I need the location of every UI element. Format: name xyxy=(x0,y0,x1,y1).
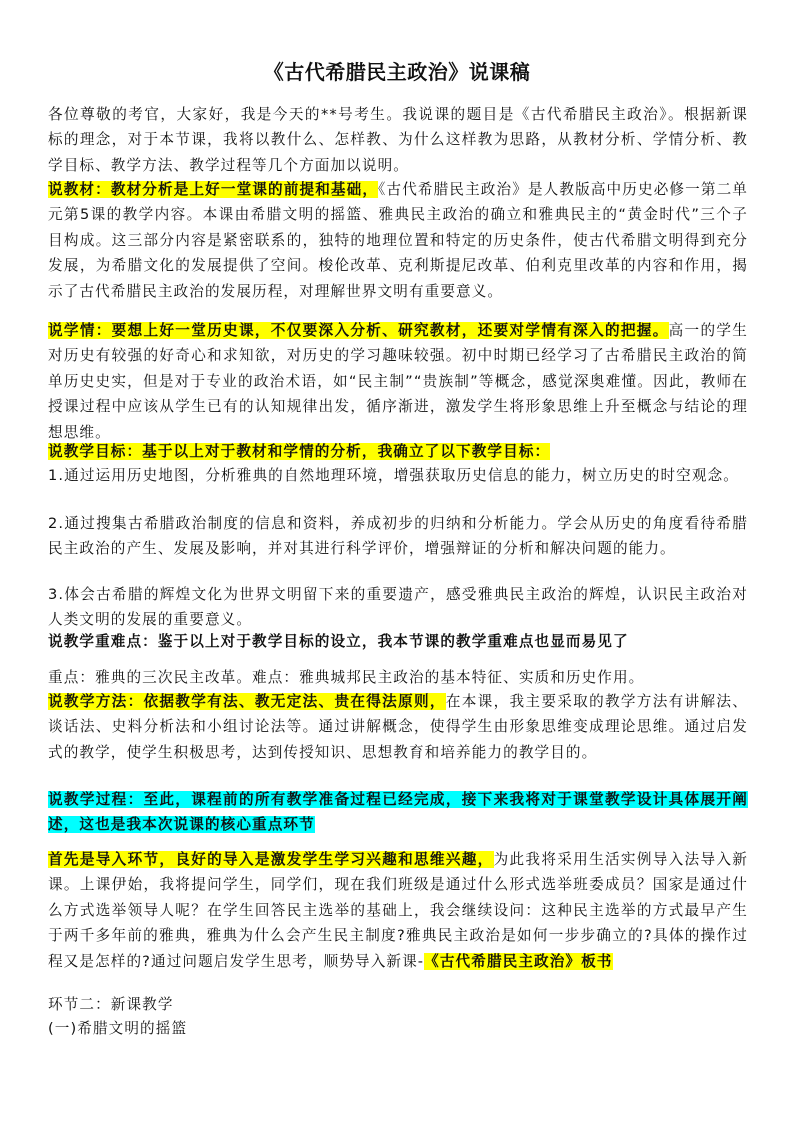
process-heading: 说教学过程：至此，课程前的所有教学准备过程已经完成，接下来我将对于课堂教学设计具体展开阐述，这也是我本次说课的核心重点环节 xyxy=(48,791,748,834)
methods-section xyxy=(48,689,748,765)
students-body: 高一的学生对历史有较强的好奇心和求知欲，对历史的学习趣味较强。初中时期已经学习了古希腊民主政治的简单历史史实，但是对于专业的政治术语，如“民主制”“贵族制”等概念，感觉深奥难懂。因此，教师在授课过程中应该从学生已有的认知规律出发，循序渐进，激发学生将形象思维上升至概念与结论的理想思维。 xyxy=(48,322,748,441)
intro-text: 各位尊敬的考官，大家好，我是今天的**号考生。我说课的题目是《古代希腊民主政治》。根据新课标的理念，对于本节课，我将以教什么、怎样教、为什么这样教为思路，从教材分析、学情分析、教学目标、教学方法、教学过程等几个方面加以说明。 xyxy=(48,106,748,174)
students-heading: 说学情：要想上好一堂历史课，不仅要深入分析、研究教材，还要对学情有深入的把握。 xyxy=(48,322,669,339)
goal-item xyxy=(48,582,748,633)
difficulty-body-line xyxy=(48,665,748,690)
step2-subheading: (一)希腊文明的摇篮 xyxy=(48,1020,188,1037)
step2-line xyxy=(48,992,748,1017)
textbook-heading: 说教材：教材分析是上好一堂课的前提和基础， xyxy=(48,181,379,198)
intro-step-heading: 首先是导入环节，良好的导入是激发学生学习兴趣和思维兴趣， xyxy=(48,851,494,868)
difficulty-body: 重点：雅典的三次民主改革。难点：雅典城邦民主政治的基本特征、实质和历史作用。 xyxy=(48,669,645,686)
process-section xyxy=(48,787,748,838)
goal-item-2: 2.通过搜集古希腊政治制度的信息和资料，养成初步的归纳和分析能力。学会从历史的角度看待希腊民主政治的产生、发展及影响，并对其进行科学评价，增强辩证的分析和解决问题的能力。 xyxy=(48,515,748,558)
difficulty-heading: 说教学重难点：鉴于以上对于教学目标的设立，我本节课的教学重难点也显而易见了 xyxy=(48,633,629,650)
intro-step-section xyxy=(48,847,748,974)
intro-paragraph xyxy=(48,102,748,178)
goal-item xyxy=(48,511,748,562)
difficulty-heading-line xyxy=(48,629,748,654)
goals-heading: 说教学目标：基于以上对于教材和学情的分析，我确立了以下教学目标： xyxy=(48,443,551,460)
textbook-body: 《古代希腊民主政治》是人教版高中历史必修一第二单元第5课的教学内容。本课由希腊文明的摇篮、雅典民主政治的确立和雅典民主的“黄金时代”三个子目构成。这三部分内容是紧密联系的，独特的地理位置和特定的历史条件，使古代希腊文明得到充分发展，为希腊文化的发展提供了空间。梭伦改革、克利斯提尼改革、伯利克里改革的内容和作用，揭示了古代希腊民主政治的发展历程，对理解世界文明有重要意义。 xyxy=(48,181,748,300)
goal-item-1: 1.通过运用历史地图，分析雅典的自然地理环境，增强获取历史信息的能力，树立历史的时空观念。 xyxy=(48,467,739,484)
textbook-section xyxy=(48,177,748,304)
step2-sub-line xyxy=(48,1016,748,1041)
board-title: 《古代希腊民主政治》板书 xyxy=(424,952,613,970)
students-section xyxy=(48,318,748,445)
intro-step-body: 为此我将采用生活实例导入法导入新课。上课伊始，我将提问学生，同学们，现在我们班级是通过什么形式选举班委成员？国家是通过什么方式选举领导人呢？在学生回答民主选举的基础上，我会继续设问：这种民主选举的方式最早产生于两千多年前的雅典，雅典为什么会产生民主制度?雅典民主政治是如何一步步确立的?具体的操作过程又是怎样的?通过问题启发学生思考，顺势导入新课- xyxy=(48,851,748,970)
goal-item-3: 3.体会古希腊的辉煌文化为世界文明留下来的重要遗产，感受雅典民主政治的辉煌，认识民主政治对人类文明的发展的重要意义。 xyxy=(48,586,748,629)
methods-heading: 说教学方法：依据教学有法、教无定法、贵在得法原则， xyxy=(48,693,446,710)
step2-heading: 环节二：新课教学 xyxy=(48,996,174,1013)
methods-body: 在本课，我主要采取的教学方法有讲解法、谈话法、史料分析法和小组讨论法等。通过讲解概念，使得学生由形象思维变成理论思维。通过启发式的教学，使学生积极思考，达到传授知识、思想教育和培养能力的教学目的。 xyxy=(48,693,748,761)
goals-heading-line xyxy=(48,439,748,464)
goal-item xyxy=(48,463,748,488)
page-title: 《古代希腊民主政治》说课稿 xyxy=(263,60,531,84)
